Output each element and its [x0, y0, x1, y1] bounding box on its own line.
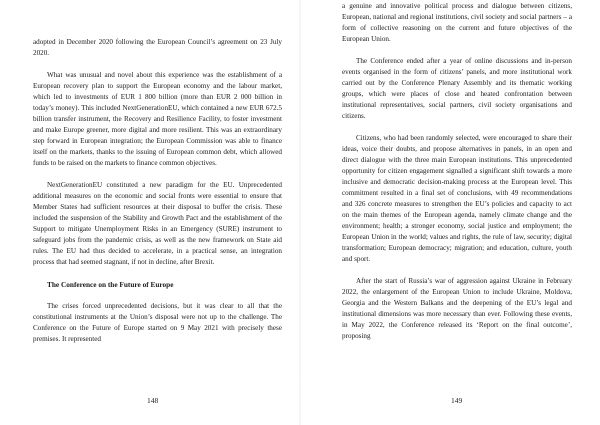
page-number: 148 [147, 396, 159, 405]
section-heading: The Conference on the Future of Europe [47, 280, 174, 289]
right-page-text [342, 1, 572, 342]
paragraph: After the start of Russia’s war of aggression against Ukraine in February 2022, the enlargement of the European Union to include Ukraine, Moldova, Georgia and the Western Balkans and the deepening of the EU’s legal and institutional dimensions was more necessary than ever. Following these events, in May 2022, the Conference released its ‘Report on the final outcome’, proposing [342, 277, 572, 340]
paragraph: The crises forced unprecedented decisions, but it was clear to all that the constitutional instruments at the Union’s disposal were not up to the challenge. The Conference on the Future of Europe started on 9 May 2021 with precisely these premises. It represented [33, 302, 282, 343]
paragraph: What was unusual and novel about this experience was the establishment of a European recovery plan to support the European economy and the labour market, which led to investments of EUR 1 800 billion (more than EUR 2 000 billion in today’s money). This included NextGenerationEU, which contained a new EUR 672.5 billion transfer instrument, the Recovery and Resilience Facility, to foster investment and make Europe greener, more digital and more resilient. This was an extraordinary step forward in European integration; the European Commission was able to finance itself on the markets, thanks to the issuing of European common debt, which allowed funds to be raised on the markets to finance common objectives. [33, 71, 282, 167]
paragraph: a genuine and innovative political process and dialogue between citizens, European, national and regional institutions, civil society and social partners – a form of collective reasoning on the current and future objectives of the European Union. [342, 2, 572, 43]
paragraph: NextGenerationEU constituted a new paradigm for the EU. Unprecedented additional measures on the economic and social fronts were essential to ensure that Member States had sufficient resources at their disposal to buffer the crisis. These included the suspension of the Stability and Growth Pact and the establishment of the Support to mitigate Unemployment Risks in an Emergency (SURE) instrument to safeguard jobs from the pandemic crisis, as well as the new framework on State aid rules. The EU had thus decided to accelerate, in a practical sense, an integration process that had seemed stagnant, if not in decline, after Brexit. [33, 181, 282, 266]
left-page-text [33, 37, 282, 345]
paragraph: The Conference ended after a year of online discussions and in-person events organised in the form of citizens’ panels, and more institutional work carried out by the Conference Plenary Assembly and its thematic working groups, which were places of close and heated confrontation between institutional representatives, social partners, civil society organisations and citizens. [342, 57, 572, 120]
right-page [300, 0, 600, 425]
paragraph: Citizens, who had been randomly selected, were encouraged to share their ideas, voice their doubts, and propose alternatives in panels, in an open and direct dialogue with the three main European institutions. This unprecedented opportunity for citizen engagement signalled a significant shift towards a more inclusive and democratic decision-making process at the European level. This commitment resulted in a final set of conclusions, with 49 recommendations and 326 concrete measures to strengthen the EU’s policies and capacity to act on the main themes of the European agenda, namely climate change and the environment; health; a stronger economy, social justice and employment; the European Union in the world; values and rights, the rule of law, security; digital transformation; European democracy; migration; and education, culture, youth and sport. [342, 134, 572, 263]
paragraph: adopted in December 2020 following the European Council’s agreement on 23 July 2020. [33, 38, 282, 57]
page-number: 149 [451, 396, 463, 405]
